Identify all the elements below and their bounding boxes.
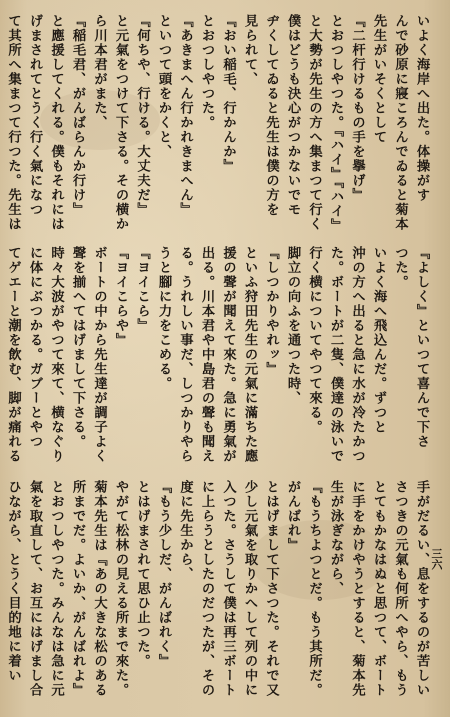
text-line: といふ狩田先生の元氣に滿ちた應: [242, 246, 257, 464]
text-line: 度に先生から、: [177, 480, 193, 582]
text-line: 僕はどうも決心がつかないでモ: [285, 14, 300, 217]
text-line: 生が泳ぎながら、: [328, 480, 343, 596]
text-line: 先生がいそくとして: [371, 14, 386, 145]
text-line: ら川本君がまた、: [91, 14, 107, 130]
text-line: といつて頭をかくと、: [156, 14, 171, 159]
text-line: とてもかなはぬと思つて、ボート: [371, 480, 386, 698]
text-line: 聲を揃へてはげまして下さる。: [70, 246, 85, 449]
text-band-3: [5, 480, 432, 702]
text-line: 『もうちよつとだ。もう其所だ。: [306, 480, 322, 698]
text-line: 援の聲が聞えて來た。急に勇氣が: [220, 246, 236, 464]
text-line: 『おい稲毛、行かんか』: [220, 14, 236, 174]
text-line: 行く横についてやつて來る。: [306, 246, 322, 435]
text-line: 氣を取直して、お互にはげまし合: [27, 480, 42, 698]
text-line: 脚立の向ふを通つた時、: [285, 246, 300, 406]
text-line: 入つた。さうして僕は再三ボート: [220, 480, 236, 698]
text-line: 『二杆行けるもの手を擧げ』: [349, 14, 365, 203]
text-band-1: [5, 14, 432, 233]
text-line: ボートの中から先生達が調子よく: [91, 246, 107, 464]
text-line: と應援してくれる。僕もそれには: [48, 14, 64, 232]
text-line: やがて松林の見える所まで來た。: [113, 480, 128, 698]
text-line: る。うれしい事だ、しつかりやら: [177, 246, 193, 464]
text-line: とはげまされて思ひ止つた。: [134, 480, 150, 669]
text-line: 『もう少しだ、がんばれく』: [156, 480, 171, 669]
text-line: いよく海岸へ出た。体操がす: [414, 14, 429, 203]
text-line: いよく海へ飛込んだ。ずつと: [371, 246, 386, 435]
text-band-2: [5, 246, 432, 464]
text-line: さつきの元氣も何所へやら、もう: [392, 480, 408, 698]
text-line: 『ヨイこらや』: [113, 246, 128, 348]
text-line: ヂくしてゐると先生は僕の方を: [263, 14, 279, 217]
text-line: と元氣をつけて下さる。その横か: [113, 14, 128, 232]
text-line: 手がだるい、息をするのが苦しい: [414, 480, 429, 698]
text-line: 時々大波がやつて來て、横なぐり: [48, 246, 64, 464]
text-line: に手をかけやうとすると、菊本先: [349, 480, 365, 698]
text-line: んで砂原に寢ころんでゐると菊本: [392, 14, 408, 232]
text-line: た。ボートが二隻、僕達の泳いで: [328, 246, 343, 464]
text-line: 見られて、: [242, 14, 257, 87]
text-line: とおつしやつた。みんなは急に元: [48, 480, 64, 698]
text-line: 『よしく』といつて喜んで下さ: [414, 246, 429, 449]
text-line: 『稲毛君、がんばらんか行け』: [70, 14, 85, 217]
text-line: 少し元氣を取りかへして列の中に: [242, 480, 257, 698]
text-line: に上らうとしたのだつたが、その: [199, 480, 214, 698]
text-line: とおつしやつた。: [199, 14, 214, 130]
text-line: つた。: [392, 246, 408, 290]
text-line: に体にぶつかる。ガブーとやつ: [27, 246, 42, 449]
text-line: 沖の方へ出ると急に水が冷たかつ: [349, 246, 365, 464]
text-line: ひながら、とうく目的地に着い: [5, 480, 21, 683]
text-line: うと腳に力をこめる。: [156, 246, 171, 391]
text-line: 『ヨイこら』: [134, 246, 150, 333]
text-line: 所までだ。よいか、がんばれよ』: [70, 480, 85, 698]
text-line: とはげまして下さつた。それで又: [263, 480, 279, 698]
text-line: 出る。川本君や中島君の聲も聞え: [199, 246, 214, 464]
text-line: がんばれ』: [285, 480, 300, 553]
text-line: て其所へ集まつて行つた。先生は: [5, 14, 21, 232]
text-line: てゲエーと潮を飲む、脚が痛れる: [5, 246, 21, 464]
page-number: 三六: [430, 548, 443, 570]
text-line: げまされてとうく行く氣になつ: [27, 14, 42, 217]
text-line: 『あきまへん行かれきまへん』: [177, 14, 193, 217]
text-line: 『しつかりやれッ』: [263, 246, 279, 377]
text-line: 『何ちや、行ける。大丈夫だ』: [134, 14, 150, 217]
text-line: 菊本先生は『あの大きな松のある: [91, 480, 107, 698]
text-line: と大勢が先生の方へ集まつて行く: [306, 14, 322, 232]
text-line: とおつしやつた。『ハイ』『ハイ』: [328, 14, 343, 233]
